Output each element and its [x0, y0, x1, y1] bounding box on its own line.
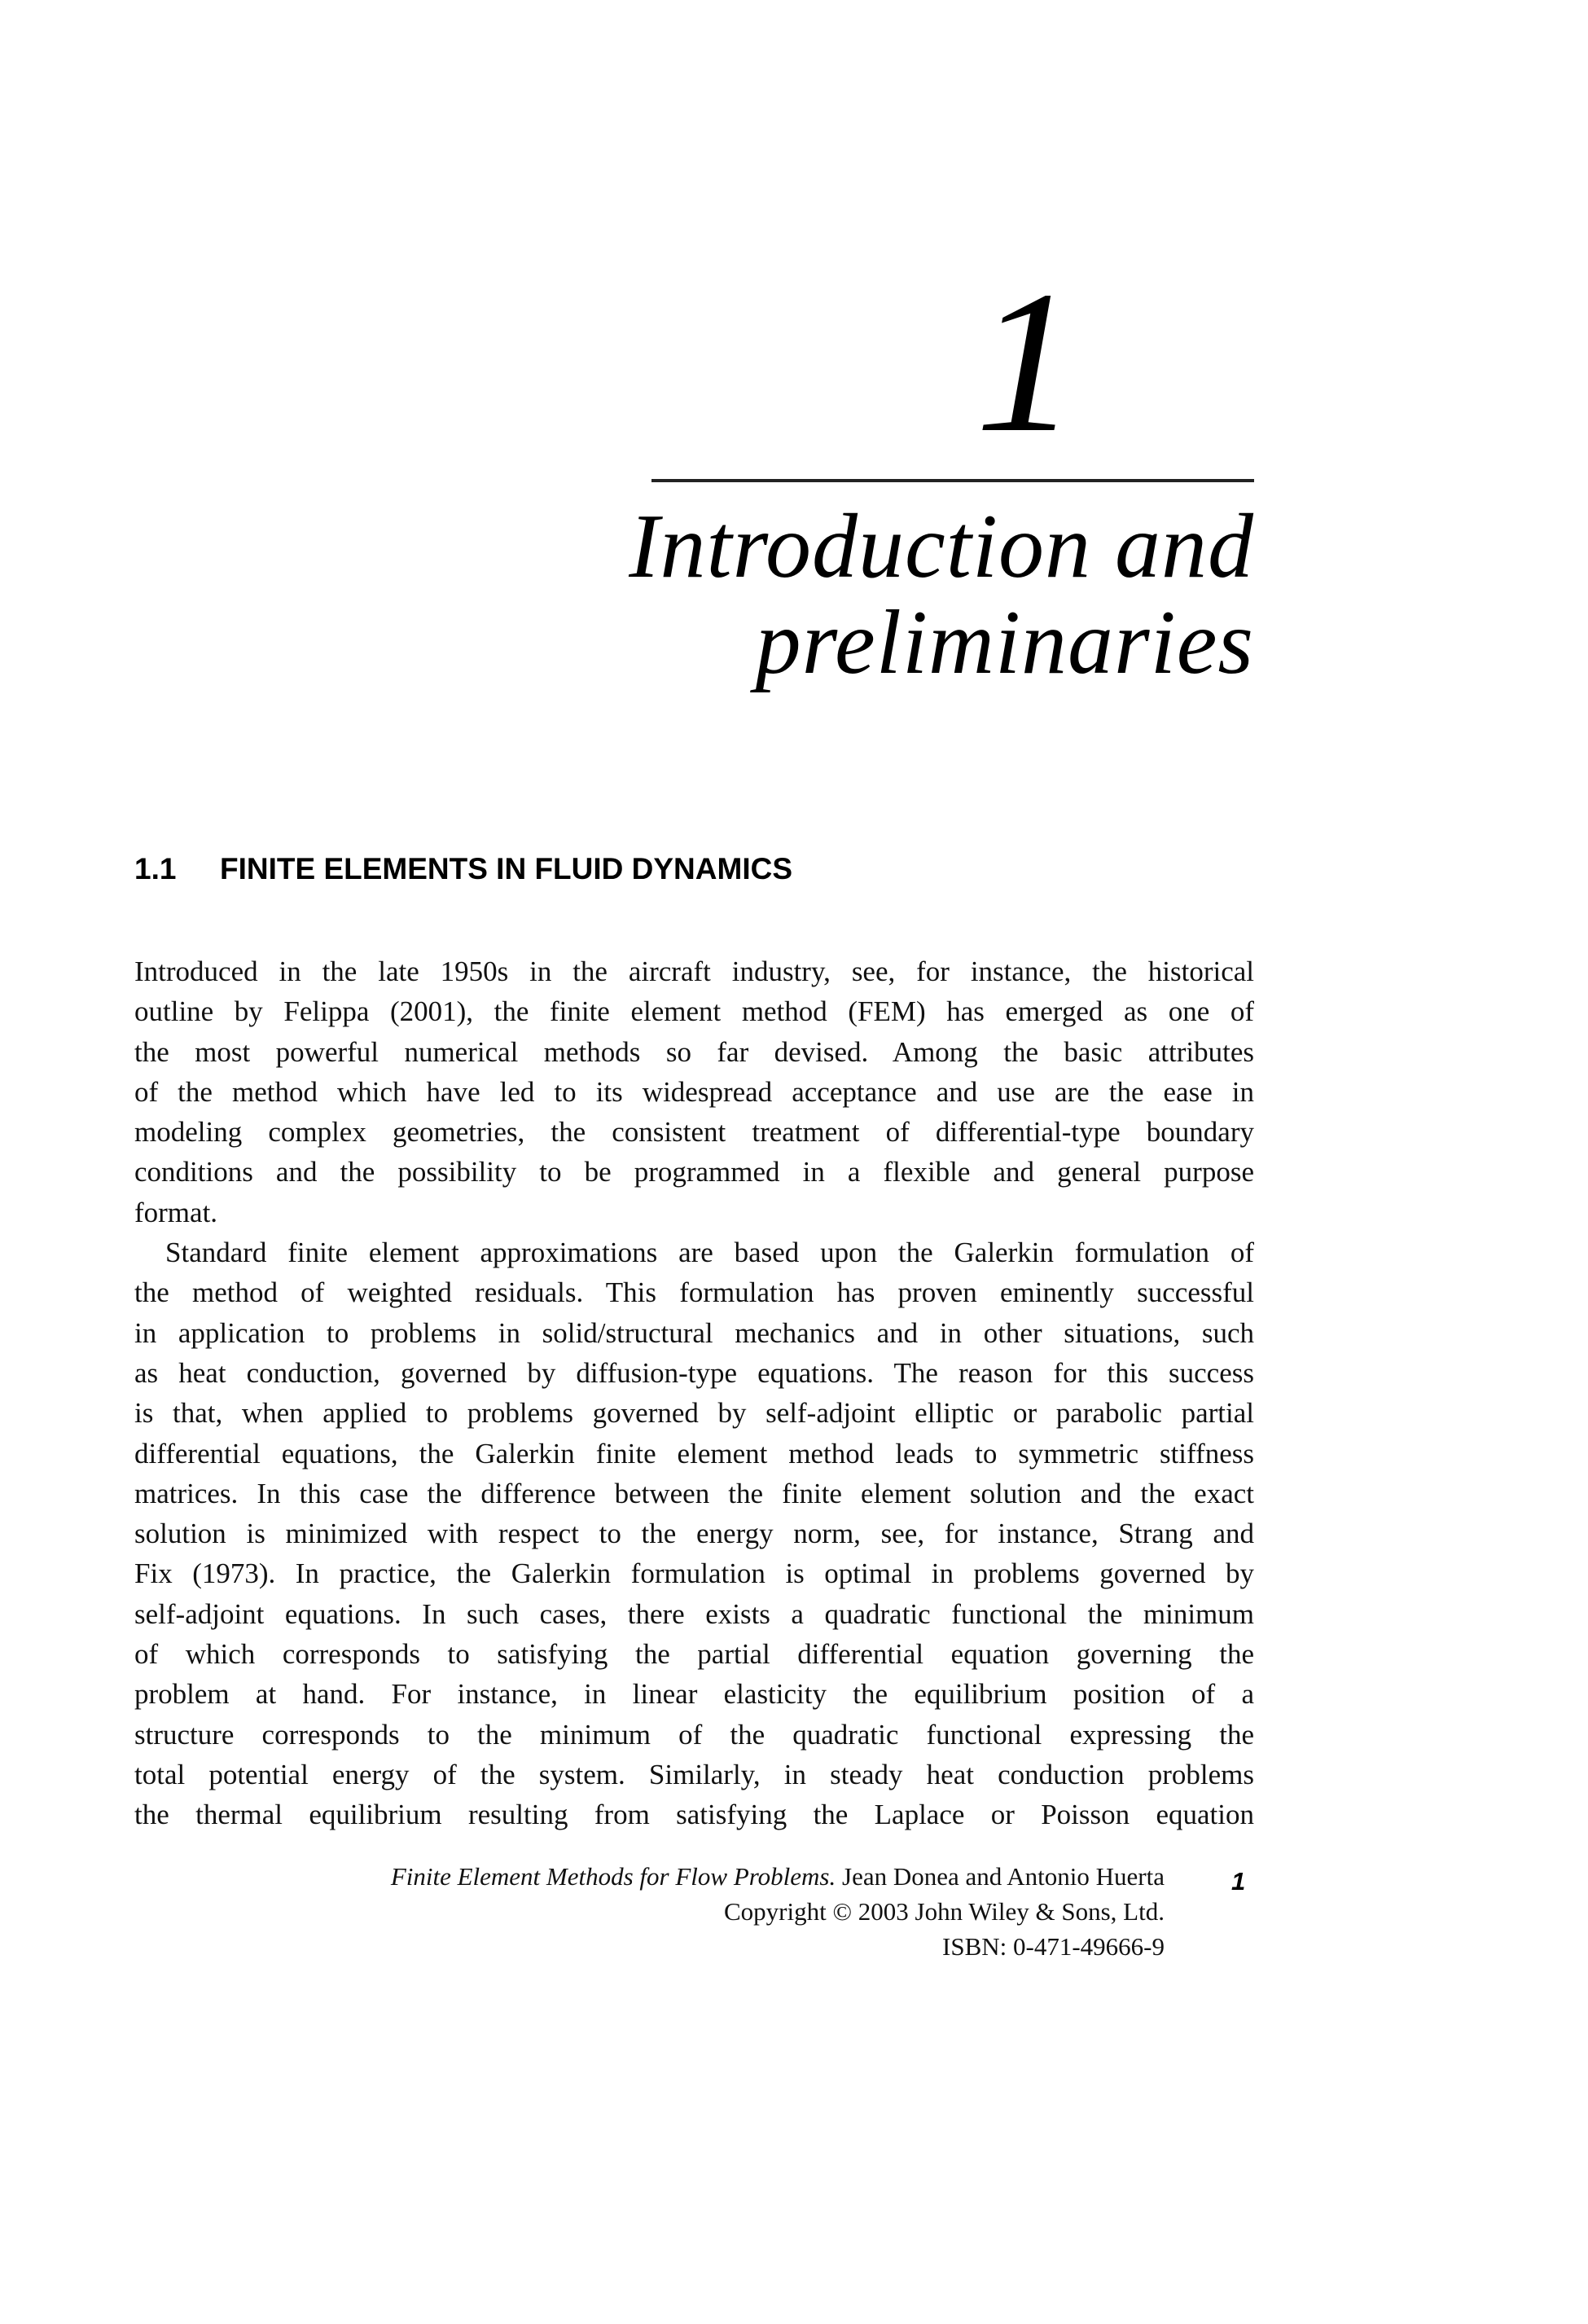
text-line: the most powerful numerical methods so far devised. Among the basic attributes [134, 1035, 1254, 1068]
text-line: problem at hand. For instance, in linear elasticity the equilibrium position of a [134, 1678, 1254, 1711]
section-heading [134, 851, 792, 887]
text-line: structure corresponds to the minimum of the quadratic functional expressing the [134, 1718, 1254, 1751]
text-line: Fix (1973). In practice, the Galerkin formulation is optimal in problems governed by [134, 1557, 1254, 1590]
chapter-rule [651, 479, 1254, 482]
text-line: the thermal equilibrium resulting from satisfying the Laplace or Poisson equation [134, 1799, 1254, 1831]
chapter-number: 1 [975, 249, 1077, 475]
footer-copyright: Copyright © 2003 John Wiley & Sons, Ltd. [723, 1897, 1165, 1926]
text-line: as heat conduction, governed by diffusion-type equations. The reason for this success [134, 1356, 1254, 1389]
text-line: matrices. In this case the difference between the finite element solution and the exact [134, 1477, 1254, 1509]
text-line: the method of weighted residuals. This formulation has proven eminently successful [134, 1276, 1254, 1309]
text-line: total potential energy of the system. Similarly, in steady heat conduction problems [134, 1758, 1254, 1790]
text-line: is that, when applied to problems governed by self-adjoint elliptic or parabolic partial [134, 1397, 1254, 1430]
text-line: modeling complex geometries, the consistent treatment of differential-type boundary [134, 1116, 1254, 1149]
text-line: outline by Felippa (2001), the finite element method (FEM) has emerged as one of [134, 995, 1254, 1028]
section-number: 1.1 [134, 852, 177, 885]
text-line: of the method which have led to its widespread acceptance and use are the ease in [134, 1075, 1254, 1108]
footer-line-1 [244, 1859, 1165, 1894]
book-title: Finite Element Methods for Flow Problems. [390, 1862, 836, 1891]
paragraph [134, 1232, 1254, 1834]
text-line: solution is minimized with respect to the energy norm, see, for instance, Strang and [134, 1518, 1254, 1550]
chapter-title-line-1: Introduction and [629, 496, 1254, 597]
footer-citation [244, 1859, 1165, 1964]
paragraph [134, 951, 1254, 1232]
body-text [134, 951, 1254, 1835]
page-number: 1 [1231, 1867, 1246, 1896]
text-line: differential equations, the Galerkin finite element method leads to symmetric stiffness [134, 1437, 1254, 1470]
text-line: self-adjoint equations. In such cases, there exists a quadratic functional the minimum [134, 1597, 1254, 1630]
footer-isbn: ISBN: 0-471-49666-9 [942, 1932, 1165, 1961]
text-line: Standard finite element approximations are based upon the Galerkin formulation of [165, 1237, 1254, 1269]
text-line: conditions and the possibility to be programmed in a flexible and general purpose [134, 1156, 1254, 1188]
chapter-title [489, 496, 1254, 693]
book-authors: Jean Donea and Antonio Huerta [842, 1862, 1165, 1891]
chapter-title-line-2: preliminaries [755, 592, 1254, 693]
text-line: of which corresponds to satisfying the partial differential equation governing the [134, 1638, 1254, 1671]
text-line: format. [134, 1196, 218, 1228]
text-line: Introduced in the late 1950s in the aircraft industry, see, for instance, the historical [134, 956, 1254, 987]
section-title: FINITE ELEMENTS IN FLUID DYNAMICS [220, 852, 792, 885]
text-line: in application to problems in solid/structural mechanics and in other situations, such [134, 1316, 1254, 1349]
